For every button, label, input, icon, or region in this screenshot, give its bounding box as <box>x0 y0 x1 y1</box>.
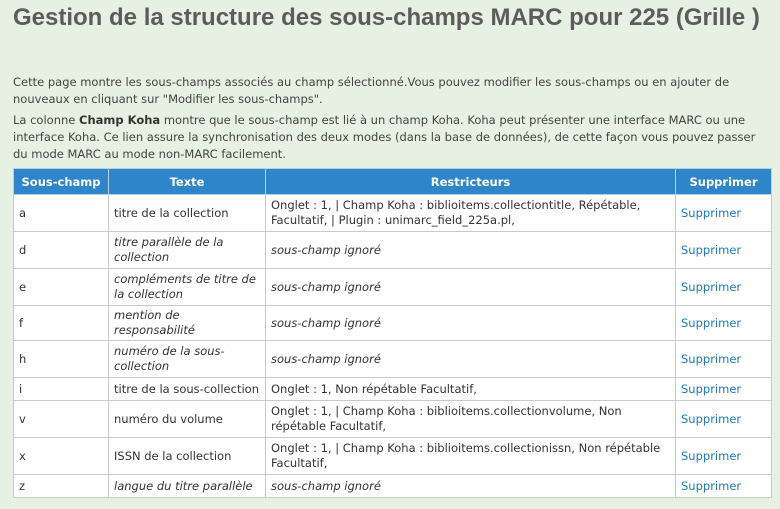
table-row <box>14 378 772 401</box>
koha-note-bold: Champ Koha <box>79 113 161 127</box>
subfield-restrictions: sous-champ ignoré <box>266 232 676 269</box>
header-text[interactable]: Texte <box>109 169 266 195</box>
delete-link[interactable]: Supprimer <box>681 381 742 396</box>
subfield-text: compléments de titre de la collection <box>109 269 266 306</box>
table-row <box>14 232 772 269</box>
subfield-text: titre de la collection <box>109 195 266 232</box>
table-row <box>14 401 772 438</box>
table-row <box>14 475 772 498</box>
subfields-table <box>13 168 772 498</box>
page-title: Gestion de la structure des sous-champs MARC pour 225 (Grille ) <box>13 4 760 31</box>
subfield-text: numéro du volume <box>109 401 266 438</box>
subfield-restrictions: sous-champ ignoré <box>266 341 676 378</box>
delete-cell <box>676 306 772 341</box>
subfield-restrictions: Onglet : 1, Non répétable Facultatif, <box>266 378 676 401</box>
header-subfield[interactable]: Sous-champ <box>14 169 109 195</box>
koha-note <box>13 112 773 163</box>
delete-link[interactable]: Supprimer <box>681 411 742 426</box>
subfield-restrictions: sous-champ ignoré <box>266 475 676 498</box>
intro-text: Cette page montre les sous-champs associés au champ sélectionné.Vous pouvez modifier les sous-champs ou en ajouter de nouveaux en cliquant sur "Modifier les sous-champs". <box>13 75 730 106</box>
subfield-text: langue du titre parallèle <box>109 475 266 498</box>
delete-cell <box>676 341 772 378</box>
subfield-code: x <box>14 438 109 475</box>
table-row <box>14 269 772 306</box>
delete-cell <box>676 475 772 498</box>
subfield-code: z <box>14 475 109 498</box>
delete-link[interactable]: Supprimer <box>681 478 742 493</box>
table-row <box>14 195 772 232</box>
delete-link[interactable]: Supprimer <box>681 315 742 330</box>
table-row <box>14 306 772 341</box>
subfield-text: titre parallèle de la collection <box>109 232 266 269</box>
delete-link[interactable]: Supprimer <box>681 351 742 366</box>
delete-link[interactable]: Supprimer <box>681 205 742 220</box>
header-restrictions[interactable]: Restricteurs <box>266 169 676 195</box>
subfield-text: numéro de la sous-collection <box>109 341 266 378</box>
delete-link[interactable]: Supprimer <box>681 448 742 463</box>
delete-link[interactable]: Supprimer <box>681 279 742 294</box>
delete-cell <box>676 401 772 438</box>
subfield-text: mention de responsabilité <box>109 306 266 341</box>
delete-cell <box>676 195 772 232</box>
subfield-restrictions: Onglet : 1, | Champ Koha : biblioitems.collectionvolume, Non répétable Facultatif, <box>266 401 676 438</box>
subfield-code: h <box>14 341 109 378</box>
subfield-code: v <box>14 401 109 438</box>
subfield-restrictions: Onglet : 1, | Champ Koha : biblioitems.collectiontitle, Répétable, Facultatif, | Plugin : unimarc_field_225a.pl, <box>266 195 676 232</box>
header-delete[interactable]: Supprimer <box>676 169 772 195</box>
table-row <box>14 438 772 475</box>
subfield-restrictions: sous-champ ignoré <box>266 269 676 306</box>
subfield-code: d <box>14 232 109 269</box>
delete-cell <box>676 438 772 475</box>
subfield-code: a <box>14 195 109 232</box>
subfield-text: ISSN de la collection <box>109 438 266 475</box>
delete-cell <box>676 269 772 306</box>
koha-note-suffix: montre que le sous-champ est lié à un champ Koha. Koha peut présenter une interface MARC ou une interface Koha. Ce lien assure la synchronisation des deux modes (dans la base de données), de cette façon vous pouvez passer du mode MARC au mode non-MARC facilement. <box>13 113 756 161</box>
subfield-restrictions: Onglet : 1, | Champ Koha : biblioitems.collectionissn, Non répétable Facultatif, <box>266 438 676 475</box>
delete-link[interactable]: Supprimer <box>681 242 742 257</box>
subfield-restrictions: sous-champ ignoré <box>266 306 676 341</box>
delete-cell <box>676 232 772 269</box>
subfield-code: i <box>14 378 109 401</box>
delete-cell <box>676 378 772 401</box>
subfield-text: titre de la sous-collection <box>109 378 266 401</box>
subfield-code: e <box>14 269 109 306</box>
table-header-row <box>14 169 772 195</box>
subfield-code: f <box>14 306 109 341</box>
koha-note-prefix: La colonne <box>13 113 80 127</box>
table-row <box>14 341 772 378</box>
